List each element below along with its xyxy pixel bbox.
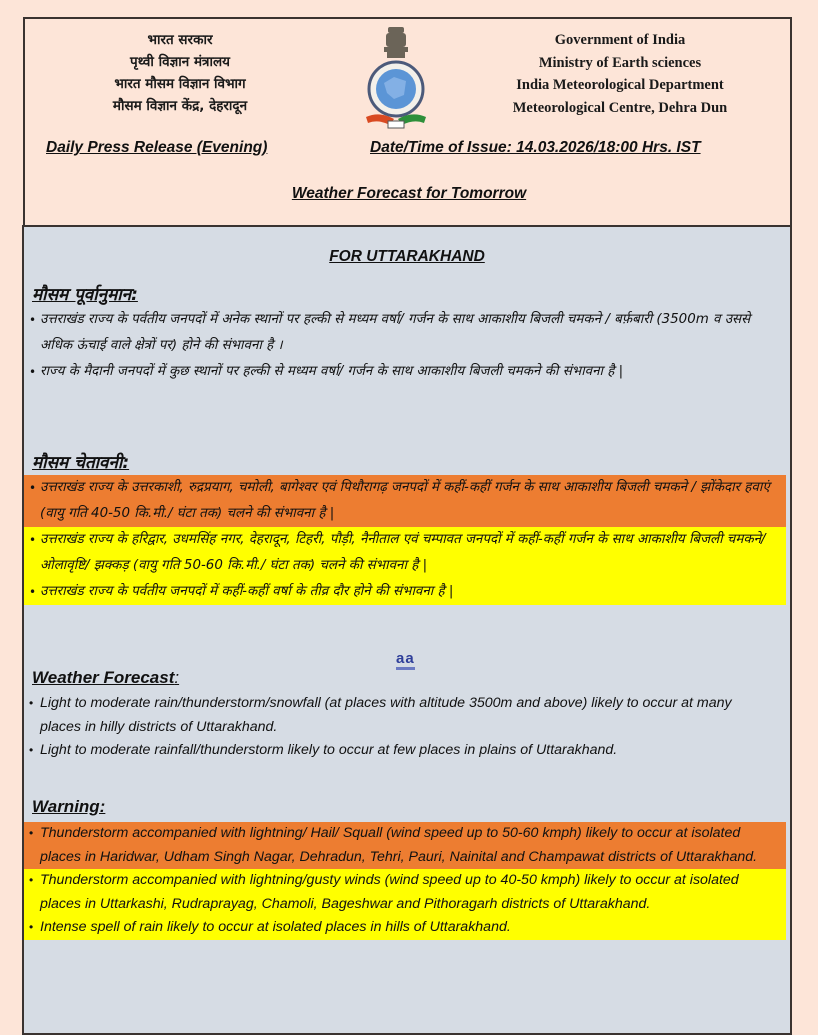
warning-item-orange: • उत्तराखंड राज्य के उत्तरकाशी, रुद्रप्रयाग, चमोली, बागेश्वर एवं पिथौरागढ़ जनपदों में कहीं-कहीं गर्जन के साथ आकाशीय बिजली चमकने / झोंकेदार हवाएं (वायु गति 40-50 कि.मी./ घंटा तक) चलने की संभावना है | [24,475,786,527]
english-forecast-list [24,692,786,763]
list-item: • राज्य के मैदानी जनपदों में कुछ स्थानों पर हल्की से मध्यम वर्षा/ गर्जन के साथ आकाशीय बिजली चमकने की संभावना है | [24,359,786,385]
main-panel [22,225,792,1035]
english-org-block [490,29,750,119]
bullet-icon: • [29,696,34,710]
bullet-icon: • [29,743,34,757]
hindi-line-government: भारत सरकार [147,32,213,48]
warning-item-yellow: • Thunderstorm accompanied with lightning/gusty winds (wind speed up to 40-50 kmph) likely to occur at isolated places in Uttarkashi, Rudraprayag, Chamoli, Bageshwar and Pithoragarh districts of Uttarakhand. [24,869,786,916]
warning-item-yellow: • Intense spell of rain likely to occur at isolated places in hills of Uttarakhand. [24,916,786,940]
annotation-mark: aa [396,652,415,670]
bullet-icon: • [29,481,37,495]
english-line-department: India Meteorological Department [516,77,724,93]
hindi-line-centre: मौसम विज्ञान केंद्र, देहरादून [112,98,248,114]
bullet-icon: • [29,585,37,599]
english-line-government: Government of India [554,32,686,48]
bullet-icon: • [29,920,34,934]
forecast-title: Weather Forecast for Tomorrow [291,185,527,202]
list-item: • उत्तराखंड राज्य के पर्वतीय जनपदों में अनेक स्थानों पर हल्की से मध्यम वर्षा/ गर्जन के साथ आकाशीय बिजली चमकने / बर्फ़बारी (3500m व उससे अधिक ऊंचाई वाले क्षेत्रों पर) होने की संभावना है । [24,307,786,359]
english-line-ministry: Ministry of Earth sciences [538,54,702,71]
list-item: • Light to moderate rain/thunderstorm/snowfall (at places with altitude 3500m and above) likely to occur at many places in hilly districts of Uttarakhand. [24,692,786,739]
imd-emblem-icon [360,25,432,135]
hindi-forecast-list [24,307,786,385]
warning-item-orange: • Thunderstorm accompanied with lightning/ Hail/ Squall (wind speed up to 50-60 kmph) likely to occur at isolated places in Haridwar, Udham Singh Nagar, Dehradun, Tehri, Pauri, Nainital and Champawat districts of Uttarakhand. [24,822,786,869]
warning-item-yellow: • उत्तराखंड राज्य के हरिद्वार, उधमसिंह नगर, देहरादून, टिहरी, पौड़ी, नैनीताल एवं चम्पावत जनपदों में कहीं-कहीं गर्जन के साथ आकाशीय बिजली चमकने/ ओलावृष्टि/ झक्कड़ (वायु गति 50-60 कि.मी./ घंटा तक) चलने की संभावना है | [24,527,786,579]
warning-item-yellow: • उत्तराखंड राज्य के पर्वतीय जनपदों में कहीं-कहीं वर्षा के तीव्र दौर होने की संभावना है | [24,579,786,605]
bullet-icon: • [29,826,34,840]
hindi-line-ministry: पृथ्वी विज्ञान मंत्रालय [130,54,230,70]
hindi-org-block [75,29,285,117]
english-forecast-heading: Weather Forecast: [32,668,180,687]
bullet-icon: • [29,533,37,547]
hindi-forecast-heading: मौसम पूर्वानुमान: [32,285,138,305]
hindi-line-department: भारत मौसम विज्ञान विभाग [114,76,246,92]
state-heading: FOR UTTARAKHAND [329,248,485,265]
hindi-warning-list [24,475,786,605]
hindi-warning-heading: मौसम चेतावनी: [32,453,130,473]
english-warning-heading: Warning: [32,797,106,816]
bullet-icon: • [29,313,37,327]
list-item: • Light to moderate rainfall/thunderstorm likely to occur at few places in plains of Uttarakhand. [24,739,786,763]
english-line-centre: Meteorological Centre, Dehra Dun [512,99,728,116]
bullet-icon: • [29,873,34,887]
release-type: Daily Press Release (Evening) [46,139,268,156]
english-warning-list [24,822,786,940]
bullet-icon: • [29,365,37,379]
issue-datetime: Date/Time of Issue: 14.03.2026/18:00 Hrs. IST [370,139,701,156]
